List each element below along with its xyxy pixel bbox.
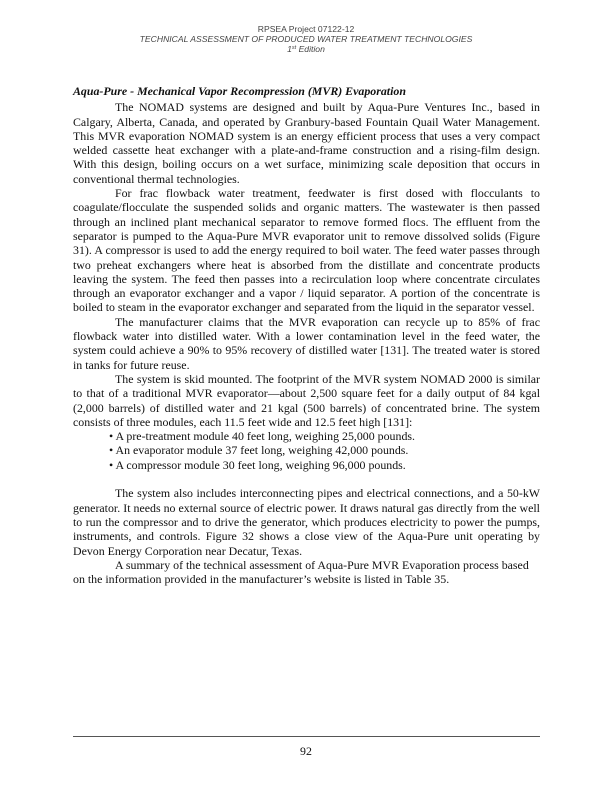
edition-label: Edition bbox=[296, 44, 325, 55]
edition-suffix: st bbox=[291, 45, 297, 52]
footer-divider bbox=[73, 736, 540, 737]
module-list bbox=[73, 429, 540, 472]
edition-number: 1 bbox=[287, 44, 292, 55]
list-item: • A pre-treatment module 40 feet long, weighing 25,000 pounds. bbox=[109, 429, 415, 444]
paragraph-generator: The system also includes interconnecting pipes and electrical connections, and a 50-kW generator. It needs no external source of electric power. It draws natural gas directly from the well to run the compressor and to drive the generator, which produces electricity to power the pumps, instruments, and controls. Figure 32 shows a close view of the Aqua-Pure unit operating by Devon Energy Corporation near Decatur, Texas. bbox=[73, 486, 540, 558]
paragraph-footprint: The system is skid mounted. The footprint of the MVR system NOMAD 2000 is similar to that of a traditional MVR evaporator—about 2,500 square feet for a daily output of 84 kgal (2,000 barrels) of distilled water and 21 kgal (500 barrels) of concentrated brine. The system consists of three modules, each 11.5 feet wide and 12.5 feet high [131]: bbox=[73, 371, 540, 429]
paragraph-process: For frac flowback water treatment, feedwater is first dosed with flocculants to coagulate/flocculate the suspended solids and organic matters. The wastewater is then passed through an inclined plant mechanical separator to remove formed flocs. The effluent from the separator is pumped to the Aqua-Pure MVR evaporator unit to remove dissolved solids (Figure 31). A compressor is used to add the energy required to boil water. The feed water passes through two preheat exchangers where heat is absorbed from the distillate and concentrate products leaving the system. The feed then passes into a recirculation loop where concentrate circulates through an evaporator exchanger and a vapor / liquid separator. A portion of the concentrate is boiled to steam in the evaporator exchanger and separated from the liquid in the separator vessel. bbox=[73, 186, 540, 315]
section-title: Aqua-Pure - Mechanical Vapor Recompression (MVR) Evaporation bbox=[73, 84, 406, 98]
paragraph-summary: A summary of the technical assessment of Aqua-Pure MVR Evaporation process based on the information provided in the manufacturer’s website is listed in Table 35. bbox=[73, 557, 529, 587]
running-header bbox=[0, 24, 612, 55]
blank-line bbox=[73, 472, 540, 486]
header-report-title: TECHNICAL ASSESSMENT OF PRODUCED WATER TREATMENT TECHNOLOGIES bbox=[139, 34, 473, 45]
paragraph-intro: The NOMAD systems are designed and built by Aqua-Pure Ventures Inc., based in Calgary, Alberta, Canada, and operated by Granbury-based Fountain Quail Water Management. This MVR evaporation NOMAD system is an energy efficient process that uses a very compact welded cassette heat exchanger with a plate-and-frame construction and a rising-film design. With this design, boiling occurs on a wet surface, minimizing scale deposition that occurs in conventional thermal technologies. bbox=[73, 100, 540, 186]
list-item: • An evaporator module 37 feet long, weighing 42,000 pounds. bbox=[109, 443, 409, 458]
header-project: RPSEA Project 07122-12 bbox=[257, 24, 355, 34]
page-number: 92 bbox=[300, 744, 312, 758]
body-content bbox=[73, 84, 540, 586]
list-item: • A compressor module 30 feet long, weighing 96,000 pounds. bbox=[109, 457, 406, 472]
paragraph-recovery: The manufacturer claims that the MVR evaporation can recycle up to 85% of frac flowback water into distilled water. With a lower contamination level in the feed water, the system could achieve a 90% to 95% recovery of distilled water [131]. The treated water is stored in tanks for future reuse. bbox=[73, 314, 540, 372]
header-edition bbox=[0, 44, 612, 54]
